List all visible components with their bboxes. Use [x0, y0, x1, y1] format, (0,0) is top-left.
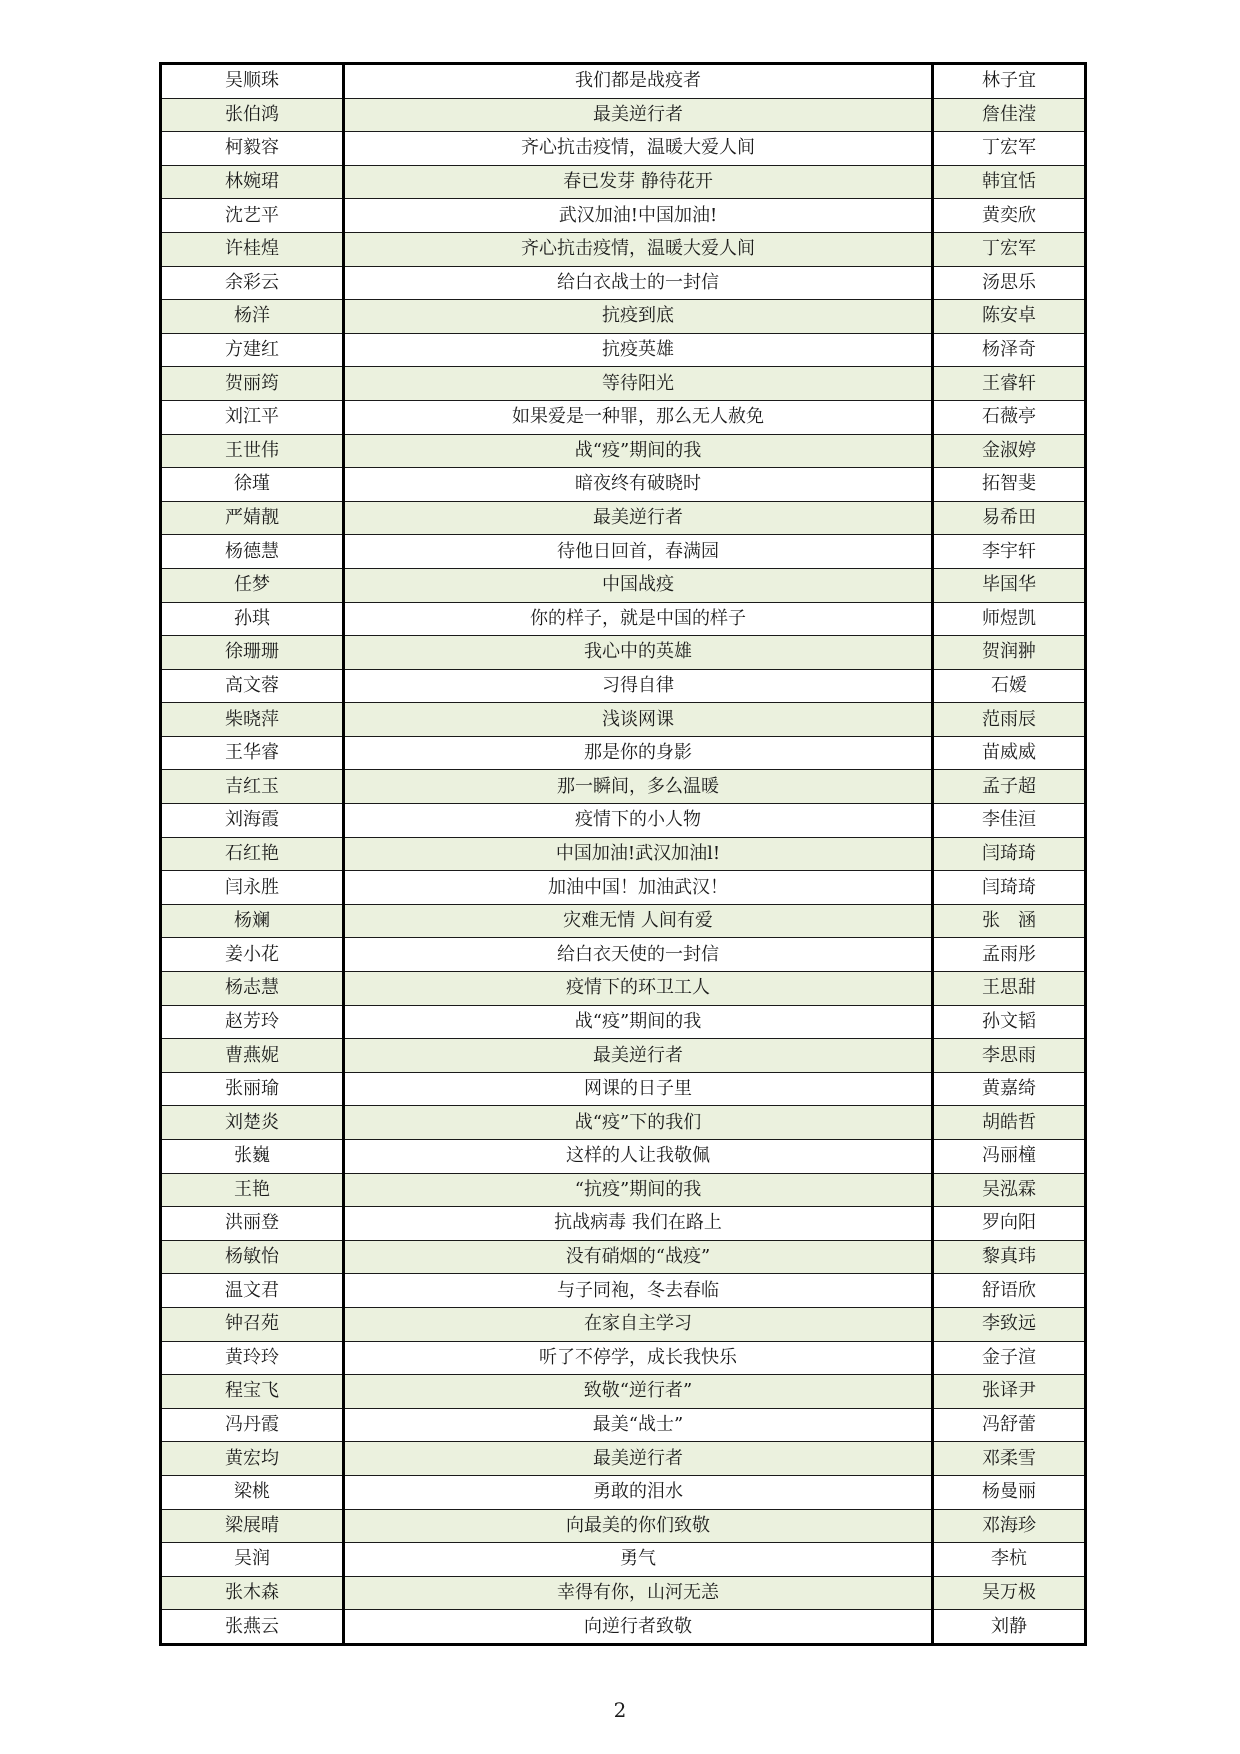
table-row — [161, 1475, 1086, 1509]
essay-title-cell: 幸得有你，山河无恙 — [344, 1576, 933, 1610]
essay-title-cell: 最美“战士” — [344, 1408, 933, 1442]
teacher-name-cell: 王世伟 — [161, 434, 344, 468]
table-row — [161, 1307, 1086, 1341]
table-row — [161, 703, 1086, 737]
table-row — [161, 1240, 1086, 1274]
essay-title-cell: 那是你的身影 — [344, 736, 933, 770]
student-name-cell: 李思雨 — [933, 1039, 1086, 1073]
teacher-name-cell: 杨斓 — [161, 904, 344, 938]
table-row — [161, 1207, 1086, 1241]
teacher-name-cell: 闫永胜 — [161, 871, 344, 905]
teacher-name-cell: 杨洋 — [161, 300, 344, 334]
teacher-name-cell: 杨志慧 — [161, 972, 344, 1006]
essay-title-cell: 疫情下的环卫工人 — [344, 972, 933, 1006]
essay-title-cell: 暗夜终有破晓时 — [344, 468, 933, 502]
table-row — [161, 535, 1086, 569]
essay-title-cell: 致敬“逆行者” — [344, 1375, 933, 1409]
essay-title-cell: 抗疫到底 — [344, 300, 933, 334]
essay-title-cell: 齐心抗击疫情，温暖大爱人间 — [344, 232, 933, 266]
student-name-cell: 金淑婷 — [933, 434, 1086, 468]
student-name-cell: 胡皓哲 — [933, 1106, 1086, 1140]
teacher-name-cell: 张伯鸿 — [161, 98, 344, 132]
teacher-name-cell: 张木森 — [161, 1576, 344, 1610]
essay-title-cell: 战“疫”期间的我 — [344, 1005, 933, 1039]
essay-title-cell: 最美逆行者 — [344, 1442, 933, 1476]
essay-title-cell: 我心中的英雄 — [344, 636, 933, 670]
teacher-name-cell: 曹燕妮 — [161, 1039, 344, 1073]
teacher-name-cell: 余彩云 — [161, 266, 344, 300]
student-name-cell: 杨泽奇 — [933, 333, 1086, 367]
essay-title-cell: 齐心抗击疫情，温暖大爱人间 — [344, 132, 933, 166]
student-name-cell: 詹佳滢 — [933, 98, 1086, 132]
essay-title-cell: 战“疫”期间的我 — [344, 434, 933, 468]
essay-title-cell: 习得自律 — [344, 669, 933, 703]
teacher-name-cell: 方建红 — [161, 333, 344, 367]
essay-title-cell: 等待阳光 — [344, 367, 933, 401]
teacher-name-cell: 冯丹霞 — [161, 1408, 344, 1442]
essay-title-cell: 抗战病毒 我们在路上 — [344, 1207, 933, 1241]
entry-table-body — [161, 64, 1086, 1645]
student-name-cell: 张 涵 — [933, 904, 1086, 938]
student-name-cell: 易希田 — [933, 501, 1086, 535]
teacher-name-cell: 杨德慧 — [161, 535, 344, 569]
student-name-cell: 韩宜恬 — [933, 165, 1086, 199]
teacher-name-cell: 张燕云 — [161, 1610, 344, 1645]
student-name-cell: 闫琦琦 — [933, 871, 1086, 905]
teacher-name-cell: 王华睿 — [161, 736, 344, 770]
table-row — [161, 64, 1086, 99]
teacher-name-cell: 张丽瑜 — [161, 1072, 344, 1106]
essay-title-cell: 中国加油!武汉加油l! — [344, 837, 933, 871]
table-row — [161, 1442, 1086, 1476]
table-row — [161, 132, 1086, 166]
table-row — [161, 333, 1086, 367]
table-row — [161, 300, 1086, 334]
table-row — [161, 1274, 1086, 1308]
essay-title-cell: 勇气 — [344, 1543, 933, 1577]
teacher-name-cell: 梁展晴 — [161, 1509, 344, 1543]
table-row — [161, 1610, 1086, 1645]
essay-title-cell: 与子同袍，冬去春临 — [344, 1274, 933, 1308]
student-name-cell: 邓柔雪 — [933, 1442, 1086, 1476]
teacher-name-cell: 黄玲玲 — [161, 1341, 344, 1375]
teacher-name-cell: 王艳 — [161, 1173, 344, 1207]
teacher-name-cell: 洪丽登 — [161, 1207, 344, 1241]
table-row — [161, 804, 1086, 838]
teacher-name-cell: 沈艺平 — [161, 199, 344, 233]
teacher-name-cell: 严婧靓 — [161, 501, 344, 535]
student-name-cell: 邓海珍 — [933, 1509, 1086, 1543]
table-row — [161, 904, 1086, 938]
essay-title-cell: 战“疫”下的我们 — [344, 1106, 933, 1140]
teacher-name-cell: 刘江平 — [161, 400, 344, 434]
teacher-name-cell: 赵芳玲 — [161, 1005, 344, 1039]
table-row — [161, 98, 1086, 132]
table-row — [161, 938, 1086, 972]
student-name-cell: 王睿轩 — [933, 367, 1086, 401]
essay-title-cell: 那一瞬间，多么温暖 — [344, 770, 933, 804]
table-row — [161, 1106, 1086, 1140]
teacher-name-cell: 吴润 — [161, 1543, 344, 1577]
table-row — [161, 232, 1086, 266]
essay-title-cell: 最美逆行者 — [344, 501, 933, 535]
page-number: 2 — [613, 1698, 627, 1722]
student-name-cell: 石嫒 — [933, 669, 1086, 703]
essay-title-cell: 我们都是战疫者 — [344, 64, 933, 99]
essay-title-cell: “抗疫”期间的我 — [344, 1173, 933, 1207]
essay-title-cell: 春已发芽 静待花开 — [344, 165, 933, 199]
student-name-cell: 孙文韬 — [933, 1005, 1086, 1039]
teacher-name-cell: 杨敏怡 — [161, 1240, 344, 1274]
teacher-name-cell: 姜小花 — [161, 938, 344, 972]
student-name-cell: 贺润翀 — [933, 636, 1086, 670]
teacher-name-cell: 刘海霞 — [161, 804, 344, 838]
student-name-cell: 孟雨彤 — [933, 938, 1086, 972]
student-name-cell: 冯舒蕾 — [933, 1408, 1086, 1442]
essay-title-cell: 勇敢的泪水 — [344, 1475, 933, 1509]
table-row — [161, 736, 1086, 770]
student-name-cell: 丁宏军 — [933, 132, 1086, 166]
table-row — [161, 1509, 1086, 1543]
student-name-cell: 陈安卓 — [933, 300, 1086, 334]
student-name-cell: 金子渲 — [933, 1341, 1086, 1375]
essay-title-cell: 待他日回首，春满园 — [344, 535, 933, 569]
essay-title-cell: 没有硝烟的“战疫” — [344, 1240, 933, 1274]
student-name-cell: 冯丽橦 — [933, 1140, 1086, 1174]
student-name-cell: 林子宜 — [933, 64, 1086, 99]
table-row — [161, 837, 1086, 871]
student-name-cell: 刘静 — [933, 1610, 1086, 1645]
student-name-cell: 吴泓霖 — [933, 1173, 1086, 1207]
student-name-cell: 黄奕欣 — [933, 199, 1086, 233]
table-row — [161, 1072, 1086, 1106]
student-name-cell: 李致远 — [933, 1307, 1086, 1341]
teacher-name-cell: 石红艳 — [161, 837, 344, 871]
table-row — [161, 1543, 1086, 1577]
essay-title-cell: 网课的日子里 — [344, 1072, 933, 1106]
essay-title-cell: 如果爱是一种罪，那么无人赦免 — [344, 400, 933, 434]
student-name-cell: 毕国华 — [933, 568, 1086, 602]
table-row — [161, 1341, 1086, 1375]
essay-title-cell: 最美逆行者 — [344, 1039, 933, 1073]
student-name-cell: 吴万极 — [933, 1576, 1086, 1610]
student-name-cell: 苗威威 — [933, 736, 1086, 770]
table-row — [161, 1408, 1086, 1442]
table-row — [161, 1375, 1086, 1409]
teacher-name-cell: 刘楚炎 — [161, 1106, 344, 1140]
essay-title-cell: 你的样子，就是中国的样子 — [344, 602, 933, 636]
student-name-cell: 王思甜 — [933, 972, 1086, 1006]
table-row — [161, 400, 1086, 434]
student-name-cell: 师煜凯 — [933, 602, 1086, 636]
table-row — [161, 1576, 1086, 1610]
teacher-name-cell: 张巍 — [161, 1140, 344, 1174]
teacher-name-cell: 柴晓萍 — [161, 703, 344, 737]
essay-title-cell: 这样的人让我敬佩 — [344, 1140, 933, 1174]
teacher-name-cell: 程宝飞 — [161, 1375, 344, 1409]
table-row — [161, 1140, 1086, 1174]
student-name-cell: 黎真玮 — [933, 1240, 1086, 1274]
student-name-cell: 丁宏军 — [933, 232, 1086, 266]
table-row — [161, 1005, 1086, 1039]
teacher-name-cell: 钟召苑 — [161, 1307, 344, 1341]
essay-title-cell: 给白衣战士的一封信 — [344, 266, 933, 300]
teacher-name-cell: 贺丽筠 — [161, 367, 344, 401]
student-name-cell: 石薇亭 — [933, 400, 1086, 434]
table-row — [161, 636, 1086, 670]
teacher-name-cell: 任梦 — [161, 568, 344, 602]
essay-title-cell: 疫情下的小人物 — [344, 804, 933, 838]
student-name-cell: 孟子超 — [933, 770, 1086, 804]
table-row — [161, 770, 1086, 804]
student-name-cell: 汤思乐 — [933, 266, 1086, 300]
table-row — [161, 972, 1086, 1006]
teacher-name-cell: 吉红玉 — [161, 770, 344, 804]
essay-title-cell: 灾难无情 人间有爱 — [344, 904, 933, 938]
student-name-cell: 范雨辰 — [933, 703, 1086, 737]
student-name-cell: 拓智斐 — [933, 468, 1086, 502]
teacher-name-cell: 林婉珺 — [161, 165, 344, 199]
table-row — [161, 602, 1086, 636]
table-row — [161, 468, 1086, 502]
essay-title-cell: 向逆行者致敬 — [344, 1610, 933, 1645]
essay-title-cell: 最美逆行者 — [344, 98, 933, 132]
student-name-cell: 李佳洹 — [933, 804, 1086, 838]
table-row — [161, 1173, 1086, 1207]
teacher-name-cell: 孙琪 — [161, 602, 344, 636]
table-row — [161, 199, 1086, 233]
student-name-cell: 李宇轩 — [933, 535, 1086, 569]
table-row — [161, 1039, 1086, 1073]
teacher-name-cell: 柯毅容 — [161, 132, 344, 166]
table-row — [161, 669, 1086, 703]
teacher-name-cell: 徐瑾 — [161, 468, 344, 502]
table-row — [161, 568, 1086, 602]
essay-title-cell: 中国战疫 — [344, 568, 933, 602]
student-name-cell: 罗向阳 — [933, 1207, 1086, 1241]
essay-title-cell: 抗疫英雄 — [344, 333, 933, 367]
teacher-name-cell: 许桂煌 — [161, 232, 344, 266]
table-row — [161, 434, 1086, 468]
teacher-name-cell: 梁桃 — [161, 1475, 344, 1509]
essay-title-cell: 武汉加油!中国加油! — [344, 199, 933, 233]
teacher-name-cell: 高文蓉 — [161, 669, 344, 703]
essay-title-cell: 浅谈网课 — [344, 703, 933, 737]
entry-table — [159, 62, 1087, 1646]
essay-title-cell: 在家自主学习 — [344, 1307, 933, 1341]
student-name-cell: 杨曼丽 — [933, 1475, 1086, 1509]
student-name-cell: 舒语欣 — [933, 1274, 1086, 1308]
table-row — [161, 501, 1086, 535]
student-name-cell: 闫琦琦 — [933, 837, 1086, 871]
teacher-name-cell: 温文君 — [161, 1274, 344, 1308]
table-row — [161, 367, 1086, 401]
essay-title-cell: 加油中国！加油武汉！ — [344, 871, 933, 905]
table-row — [161, 165, 1086, 199]
student-name-cell: 李杭 — [933, 1543, 1086, 1577]
table-row — [161, 871, 1086, 905]
essay-title-cell: 向最美的你们致敬 — [344, 1509, 933, 1543]
student-name-cell: 黄嘉绮 — [933, 1072, 1086, 1106]
essay-title-cell: 给白衣天使的一封信 — [344, 938, 933, 972]
teacher-name-cell: 徐珊珊 — [161, 636, 344, 670]
student-name-cell: 张译尹 — [933, 1375, 1086, 1409]
essay-title-cell: 听了不停学，成长我快乐 — [344, 1341, 933, 1375]
teacher-name-cell: 吴顺珠 — [161, 64, 344, 99]
teacher-name-cell: 黄宏均 — [161, 1442, 344, 1476]
table-row — [161, 266, 1086, 300]
